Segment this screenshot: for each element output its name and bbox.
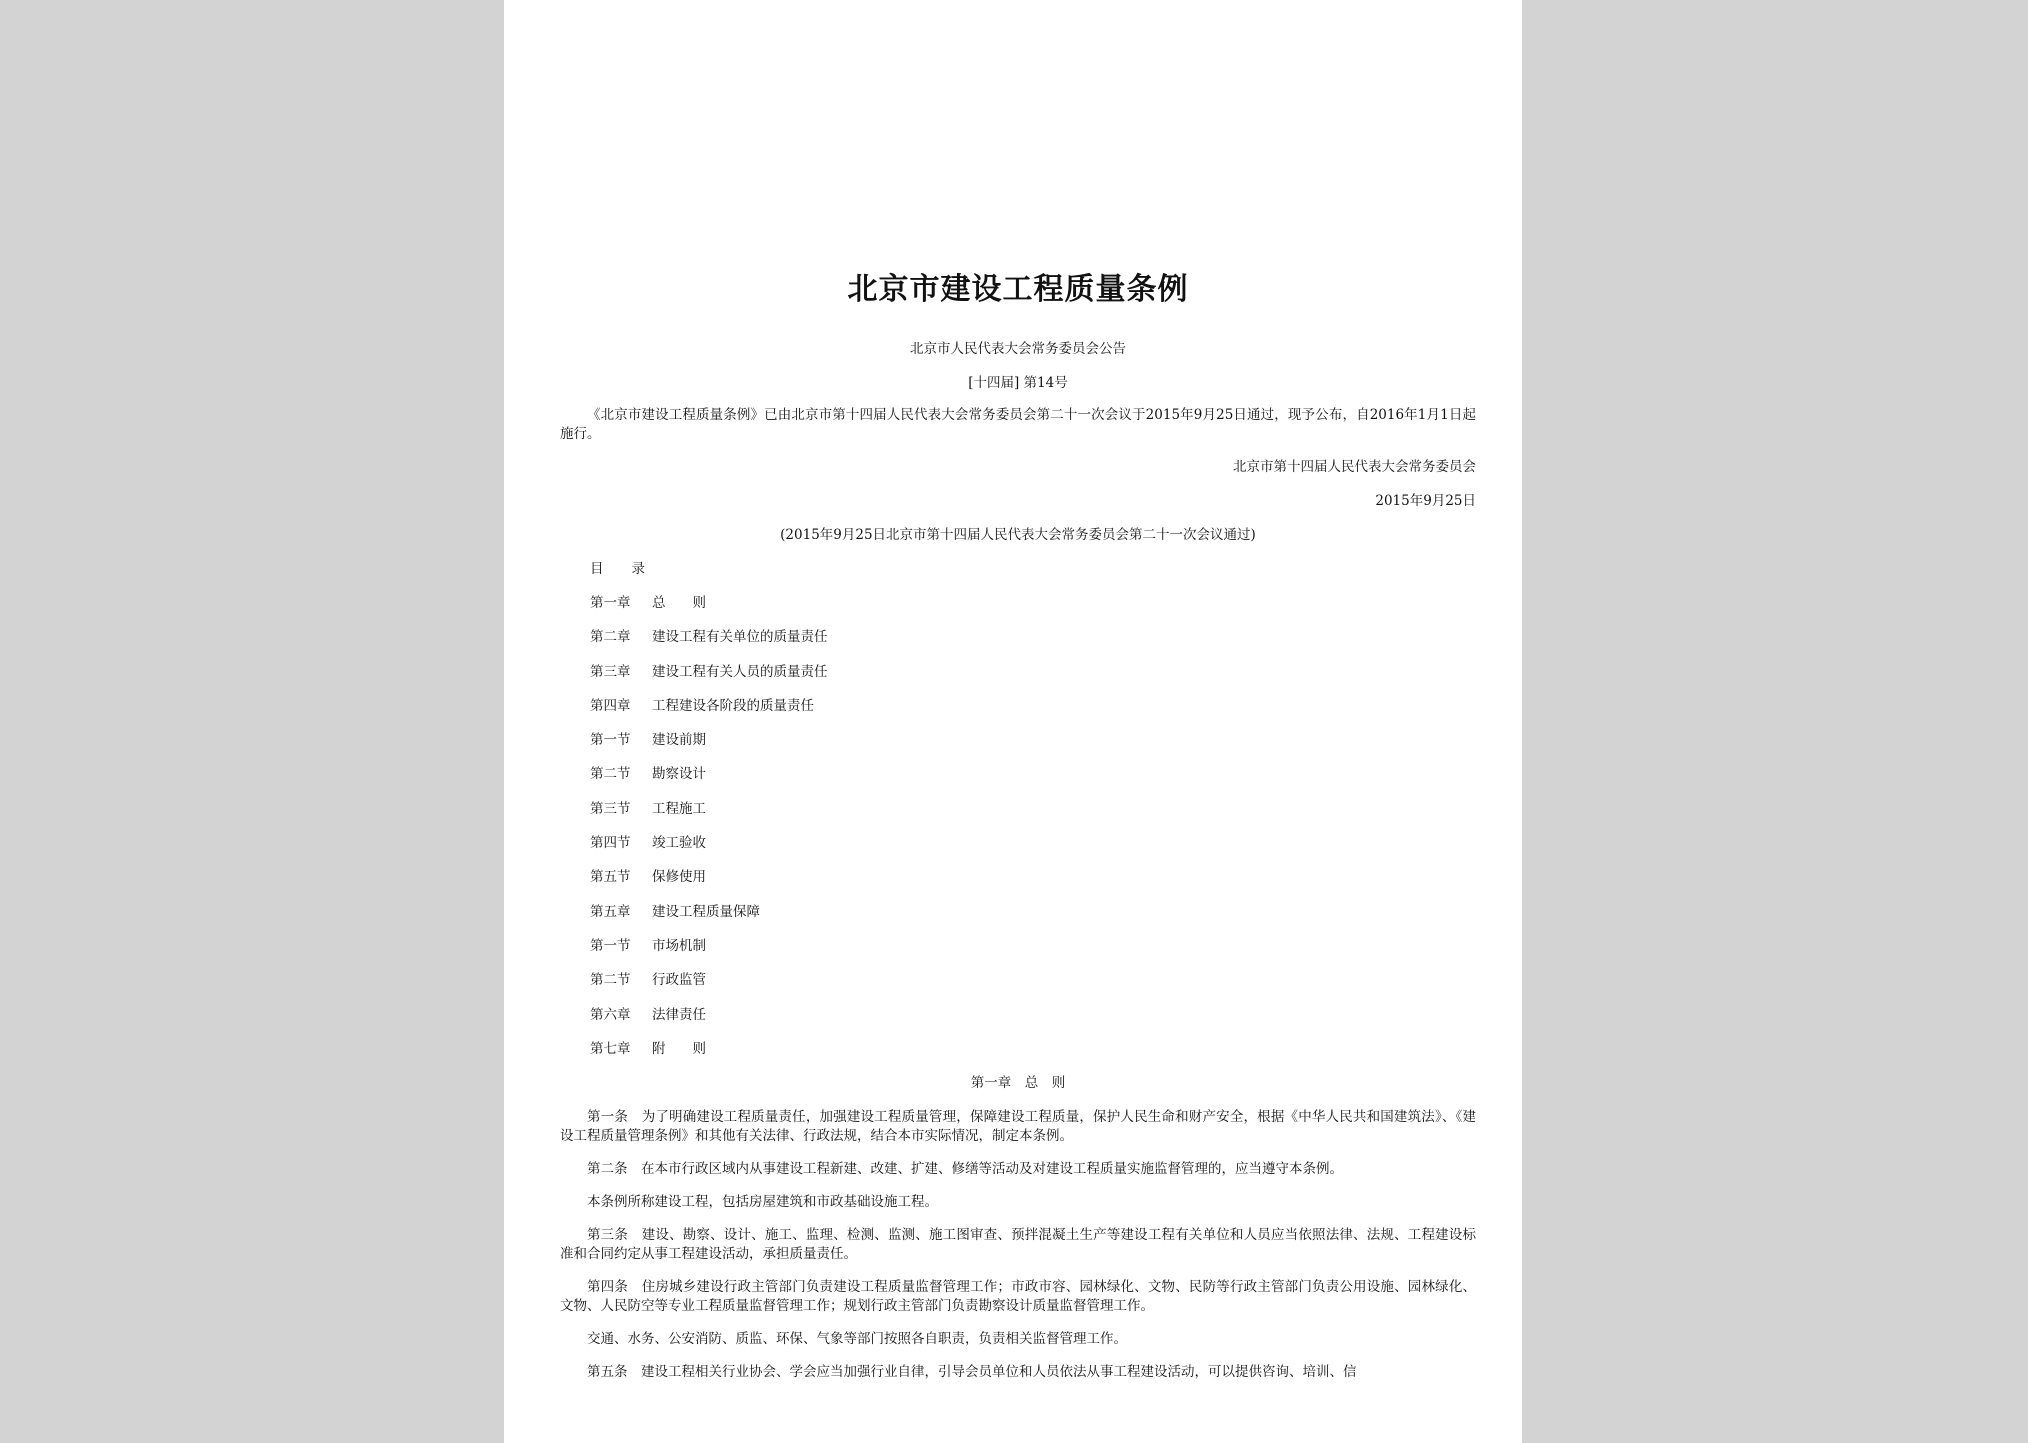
document-title: 北京市建设工程质量条例 xyxy=(847,272,1189,307)
toc-item-title: 保修使用 xyxy=(652,869,706,886)
toc-item-number: 第四章 xyxy=(590,697,631,714)
article-paragraph: 交通、水务、公安消防、质监、环保、气象等部门按照各自职责，负责相关监督管理工作。 xyxy=(587,1331,1127,1348)
toc-item-number: 第二节 xyxy=(590,972,631,989)
toc-item-title: 总 则 xyxy=(652,595,706,611)
toc-item-number: 第三章 xyxy=(590,663,631,680)
chapter-heading: 第一章 总 则 xyxy=(970,1075,1066,1092)
toc-item-number: 第四节 xyxy=(590,835,631,852)
toc-item-number: 第五节 xyxy=(590,869,631,886)
toc-item-title: 市场机制 xyxy=(652,937,706,954)
toc-item xyxy=(560,594,1476,612)
toc-item-title: 行政监管 xyxy=(652,972,706,989)
signatory: 北京市第十四届人民代表大会常务委员会 xyxy=(1233,459,1476,475)
issuer-line: 北京市人民代表大会常务委员会公告 xyxy=(910,341,1126,357)
toc-item-number: 第一节 xyxy=(590,937,631,954)
toc-item xyxy=(560,765,1476,783)
toc-item xyxy=(560,628,1476,646)
article-paragraph: 第一条 为了明确建设工程质量责任，加强建设工程质量管理，保障建设工程质量，保护人民生命和财产安全，根据《中华人民共和国建筑法》、《建设工程质量管理条例》和其他有关法律、行政法规，结合本市实际情况，制定本条例。 xyxy=(560,1109,1476,1145)
promulgation-paragraph: 《北京市建设工程质量条例》已由北京市第十四届人民代表大会常务委员会第二十一次会议于2015年9月25日通过，现予公布，自2016年1月1日起施行。 xyxy=(560,407,1476,442)
table-of-contents xyxy=(560,594,1476,1058)
toc-item-title: 工程施工 xyxy=(652,800,706,817)
toc-item xyxy=(560,663,1476,681)
toc-item xyxy=(560,903,1476,921)
toc-item-number: 第二章 xyxy=(590,629,631,646)
toc-item-title: 建设工程质量保障 xyxy=(652,903,760,920)
toc-heading: 目录 xyxy=(590,561,673,577)
toc-item-number: 第三节 xyxy=(590,800,631,817)
toc-item xyxy=(560,868,1476,886)
toc-item-title: 建设前期 xyxy=(652,732,706,749)
notice-number: [十四届] 第14号 xyxy=(968,375,1068,391)
toc-item xyxy=(560,1040,1476,1058)
toc-item-number: 第七章 xyxy=(590,1040,631,1057)
toc-item-title: 建设工程有关单位的质量责任 xyxy=(652,629,828,646)
toc-item-number: 第五章 xyxy=(590,903,631,920)
toc-item-number: 第二节 xyxy=(590,766,631,783)
article-paragraph: 第三条 建设、勘察、设计、施工、监理、检测、监测、施工图审查、预拌混凝土生产等建设工程有关单位和人员应当依照法律、法规、工程建设标准和合同约定从事工程建设活动，承担质量责任。 xyxy=(560,1227,1476,1263)
toc-item-title: 竣工验收 xyxy=(652,835,706,852)
sign-date: 2015年9月25日 xyxy=(1375,493,1476,509)
toc-item xyxy=(560,834,1476,852)
toc-item xyxy=(560,1006,1476,1024)
toc-item-number: 第一节 xyxy=(590,732,631,749)
toc-item-title: 勘察设计 xyxy=(652,766,706,783)
toc-item-title: 工程建设各阶段的质量责任 xyxy=(652,697,814,714)
toc-item-number: 第六章 xyxy=(590,1006,631,1023)
document-content xyxy=(560,270,1476,1382)
passed-note: (2015年9月25日北京市第十四届人民代表大会常务委员会第二十一次会议通过) xyxy=(780,527,1256,543)
toc-item xyxy=(560,971,1476,989)
toc-item-title: 法律责任 xyxy=(652,1006,706,1023)
toc-item-title: 建设工程有关人员的质量责任 xyxy=(652,663,828,680)
document-page xyxy=(504,0,1522,1443)
article-paragraph: 本条例所称建设工程，包括房屋建筑和市政基础设施工程。 xyxy=(587,1194,938,1211)
toc-item xyxy=(560,731,1476,749)
toc-item xyxy=(560,937,1476,955)
toc-item-number: 第一章 xyxy=(590,595,631,611)
article-paragraph: 第四条 住房城乡建设行政主管部门负责建设工程质量监督管理工作；市政市容、园林绿化、文物、民防等行政主管部门负责公用设施、园林绿化、文物、人民防空等专业工程质量监督管理工作；规划行政主管部门负责勘察设计质量监督管理工作。 xyxy=(560,1279,1476,1315)
toc-item-title: 附 则 xyxy=(652,1040,706,1057)
toc-item xyxy=(560,697,1476,715)
article-paragraph: 第二条 在本市行政区域内从事建设工程新建、改建、扩建、修缮等活动及对建设工程质量实施监督管理的，应当遵守本条例。 xyxy=(587,1161,1343,1178)
toc-item xyxy=(560,800,1476,818)
article-paragraph: 第五条 建设工程相关行业协会、学会应当加强行业自律，引导会员单位和人员依法从事工程建设活动，可以提供咨询、培训、信 xyxy=(587,1364,1357,1381)
